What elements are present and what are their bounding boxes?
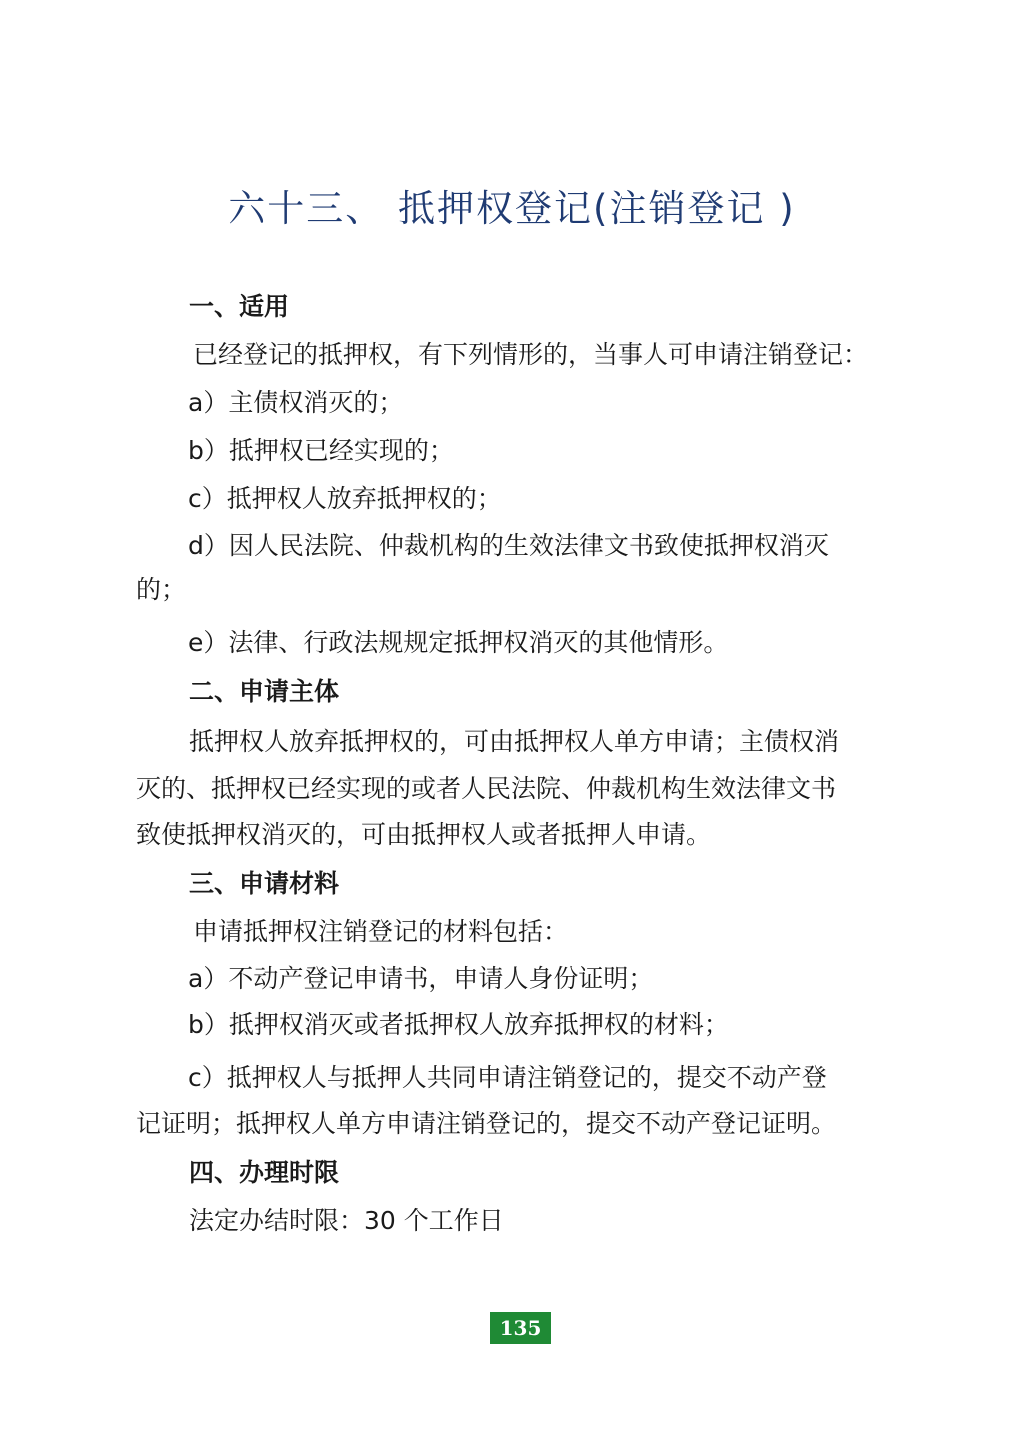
list-item-applicability-a: a）主债权消灭的； bbox=[188, 388, 404, 417]
list-item-materials-a: a）不动产登记申请书，申请人身份证明； bbox=[188, 964, 654, 993]
page-number-badge: 135 bbox=[490, 1312, 551, 1344]
list-item-applicability-d-line2: 的； bbox=[136, 575, 187, 604]
list-item-materials-b: b）抵押权消灭或者抵押权人放弃抵押权的材料； bbox=[188, 1010, 729, 1039]
list-item-applicability-b: b）抵押权已经实现的； bbox=[188, 436, 454, 465]
paragraph-materials-intro: 申请抵押权注销登记的材料包括： bbox=[193, 917, 569, 946]
paragraph-applicability-intro: 已经登记的抵押权，有下列情形的，当事人可申请注销登记： bbox=[193, 340, 869, 369]
paragraph-applicant-line2: 灭的、抵押权已经实现的或者人民法院、仲裁机构生效法律文书 bbox=[136, 774, 837, 803]
paragraph-time-limit: 法定办结时限：30 个工作日 bbox=[189, 1206, 504, 1235]
list-item-materials-c-line2: 记证明；抵押权人单方申请注销登记的，提交不动产登记证明。 bbox=[136, 1109, 837, 1138]
paragraph-applicant-line1: 抵押权人放弃抵押权的，可由抵押权人单方申请；主债权消 bbox=[189, 727, 840, 756]
section-heading-time-limit: 四、办理时限 bbox=[189, 1158, 340, 1187]
list-item-applicability-e: e）法律、行政法规规定抵押权消灭的其他情形。 bbox=[188, 628, 729, 657]
list-item-applicability-d-line1: d）因人民法院、仲裁机构的生效法律文书致使抵押权消灭 bbox=[188, 531, 829, 560]
list-item-applicability-c: c）抵押权人放弃抵押权的； bbox=[188, 484, 502, 513]
section-heading-applicant: 二、申请主体 bbox=[189, 677, 340, 706]
list-item-materials-c-line1: c）抵押权人与抵押人共同申请注销登记的，提交不动产登 bbox=[188, 1063, 827, 1092]
page-title: 六十三、 抵押权登记(注销登记 ) bbox=[228, 187, 796, 230]
section-heading-applicability: 一、适用 bbox=[189, 292, 290, 321]
paragraph-applicant-line3: 致使抵押权消灭的，可由抵押权人或者抵押人申请。 bbox=[136, 820, 712, 849]
section-heading-materials: 三、申请材料 bbox=[189, 869, 340, 898]
